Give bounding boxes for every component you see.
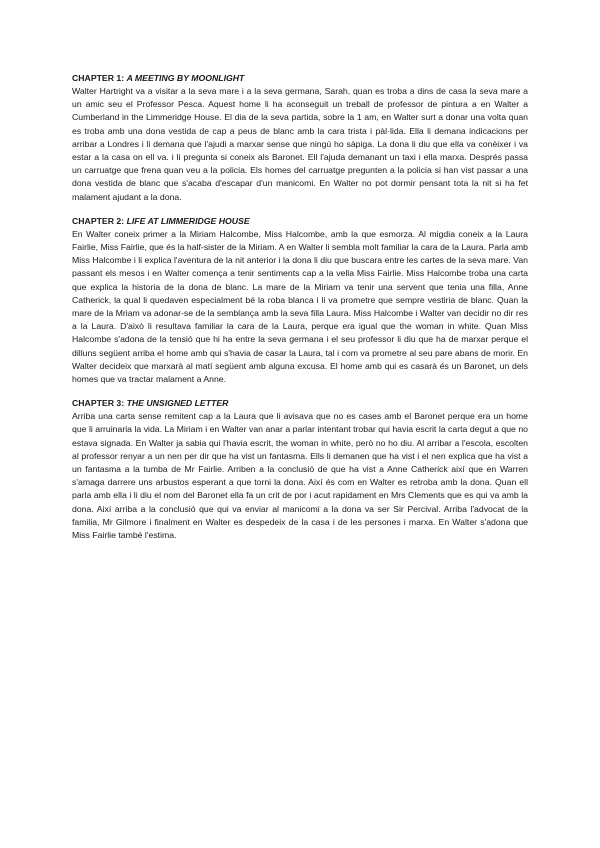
chapter-1-title: A MEETING BY MOONLIGHT (126, 73, 245, 83)
chapter-2-label: CHAPTER 2: (72, 215, 125, 226)
chapter-2 (72, 215, 528, 386)
chapter-3-title: THE UNSIGNED LETTER (126, 398, 229, 409)
chapter-1 (72, 72, 528, 204)
chapter-2-title: LIFE AT LIMMERIDGE HOUSE (126, 215, 250, 226)
chapter-2-heading (72, 215, 528, 228)
chapter-2-body: En Walter coneix primer a la Miriam Halcombe, Miss Halcombe, amb la que esmorza. Al migdia coneix a la Laura Fairlie, Miss Fairlie, que és la half-sister de la Miriam. A en Walter li sembla molt familiar la cara de la Laura. Parla amb Miss Halcombe i li explica l'aventura de la nit anterior i la dona li diu que buscara entre les cartes de la seva mare. Van passant els mesos i en Walter comença a tenir sentiments cap a la vella Miss Fairlie. Miss Halcombe troba una carta que explica la historia de la dona de blanc. La mare de la Miriam va tenir una servent que tenia una filla, Anne Catherick, la qual li quedaven especialment bé la roba blanca i li va prometre que sempre vestiria de blanc. Quan la mare de la Mriam va adonar-se de la semblança amb la seva filla Laura. Miss Halcombe i Walter van decidir no dir res a la Laura. D'això li resultava familiar la cara de la Laura, perque era igual que the woman in white. Quan Miss Halcombe s'adona de la tensió que hi ha entre la seva germana i el seu professor li diu que ha de marxar perque el dilluns següent arriba el home amb qui s'havia de casar la Laura, tal i com va prometre al seu pare abans de morir. En Walter decideix que marxarà al matí següent amb alguna excusa. El home amb qui es casarà és un Baronet, un dels homes que va tractar malament a Anne. (72, 228, 528, 385)
chapter-3 (72, 397, 528, 542)
chapter-1-body: Walter Hartright va a visitar a la seva mare i a la seva germana, Sarah, quan es troba a dins de casa la seva mare a un amic seu el Professor Pesca. Aquest home li ha aconseguit un treball de professor de pintura a en Walter a Cumberland in the Limmeridge House. El dia de la seva partida, sobre la 1 am, en Walter surt a donar una volta quan es troba amb una dona vestida de cap a peus de blanc amb la cara trista i pàl·lida. Ella li demana indicacions per arribar a Londres i li demana que l'ajudi a marxar sense que ningú ho sàpiga. La dona li diu que ella va conèixer i va estar a la casa on ell va. i li pregunta si coneix als Baronet. Ell l'ajuda demanant un taxi i ella marxa. Després passa un carruatge que frena quan veu a la policia. Els homes del carruatge pregunten a la policia si han vist passar a una dona vestida de blanc que s'acaba d'escapar d'un manicomi. En Walter no pot dormir pensant tota la nit si ha fet malament ajudant a la dona. (72, 86, 528, 202)
chapter-3-heading (72, 397, 528, 410)
document-page (72, 72, 528, 553)
chapter-1-label: CHAPTER 1: (72, 73, 125, 83)
chapter-3-label: CHAPTER 3: (72, 398, 125, 409)
chapter-3-body: Arriba una carta sense remitent cap a la Laura que li avisava que no es cases amb el Baronet perque era un home que li arruinaria la vida. La Miriam i en Walter van anar a parlar intentant trobar qui havia escrit la carta degut a que no estava signada. En Walter ja sabia qui l'havia escrit, the woman in white, però no ho diu. Al arribar a l'escola, escolten al professor renyar a un nen per dir que ha vist un fantasma. Ells li demanen que ha vist i el nen explica que ha vist a un fantasma a la tumba de Mr Fairlie. Arriben a la conclusió de que ha vist a Anne Catherick així que en Warren s'amaga darrere uns arbustos esperant a que torni la dona. Així és com en Walter es retroba amb la dona. Quan ell parla amb ella i li diu el nom del Baronet ella fa un crit de por i acut rapidament en Mrs Clements que es qui va amb la dona. Així arriba a la conclusió que qui va enviar al manicomi a la dona va ser Sir Percival. Arriba l'advocat de la familia, Mr Gilmore i finalment en Walter es despedeix de la casa i de les persones i marxa. En Walter s'adona que Miss Fairlie també l'estima. (72, 411, 528, 541)
chapter-1-heading (72, 72, 528, 85)
